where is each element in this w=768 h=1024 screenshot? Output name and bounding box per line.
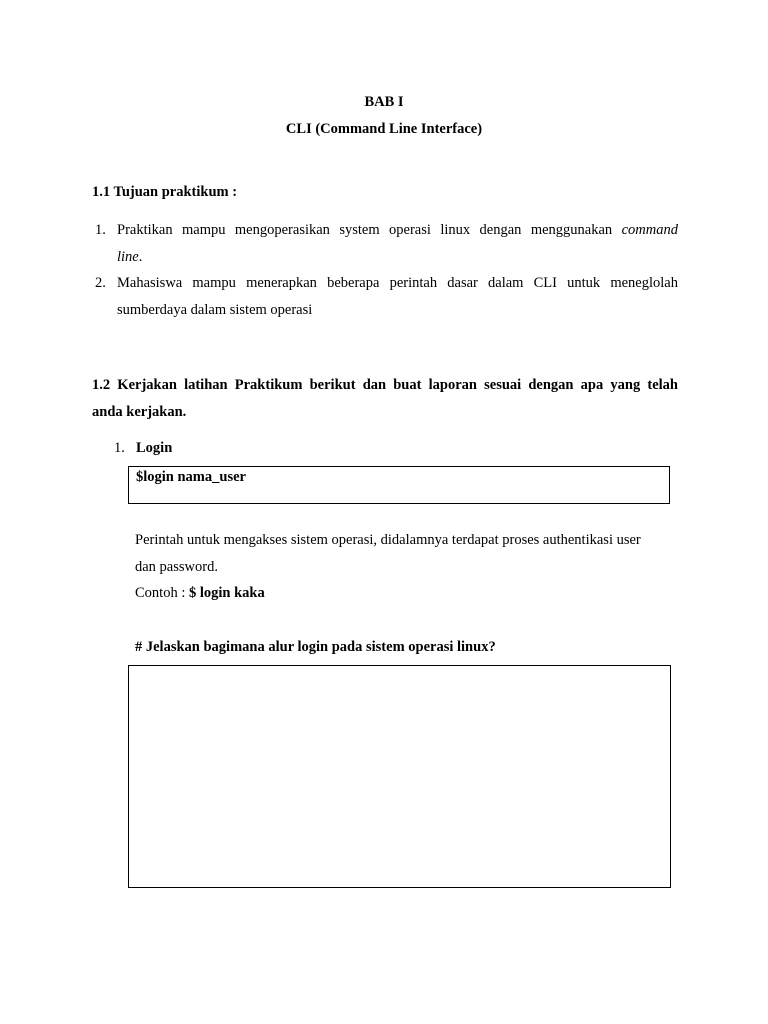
list-number: 2.	[95, 275, 106, 291]
section-1-heading: 1.1 Tujuan praktikum :	[92, 184, 238, 200]
objective-1-italic-tail: line	[117, 249, 139, 265]
command-text: $login nama_user	[136, 469, 246, 485]
objective-1-italic-term: command	[621, 222, 678, 238]
question-text: # Jelaskan bagimana alur login pada sistem operasi linux?	[135, 639, 496, 655]
section-2-heading-line1: 1.2 Kerjakan latihan Praktikum berikut dan buat laporan sesuai dengan apa yang telah	[92, 377, 678, 393]
chapter-title: CLI (Command Line Interface)	[285, 121, 483, 137]
section-2-heading-line2: anda kerjakan.	[92, 404, 187, 420]
example-value: $ login kaka	[188, 585, 265, 601]
exercise-title: Login	[136, 440, 173, 456]
command-box	[128, 466, 670, 504]
objective-2-line1: Mahasiswa mampu menerapkan beberapa perintah dasar dalam CLI untuk meneglolah	[117, 275, 678, 291]
command-description-line1: Perintah untuk mengakses sistem operasi, didalamnya terdapat proses authentikasi user	[135, 532, 641, 548]
example-line	[135, 585, 265, 602]
list-number: 1.	[114, 440, 125, 456]
objective-1-period: .	[138, 249, 143, 265]
chapter-label: BAB I	[364, 94, 404, 110]
objective-1-line2	[117, 249, 142, 266]
command-description-line2: dan password.	[135, 559, 218, 575]
objective-1-text: Praktikan mampu mengoperasikan system operasi linux dengan menggunakan	[117, 222, 613, 238]
objective-2-line2: sumberdaya dalam sistem operasi	[117, 302, 313, 318]
example-label: Contoh :	[135, 585, 186, 601]
objective-1-line1	[117, 222, 678, 239]
list-number: 1.	[95, 222, 106, 238]
answer-box[interactable]	[128, 665, 671, 888]
